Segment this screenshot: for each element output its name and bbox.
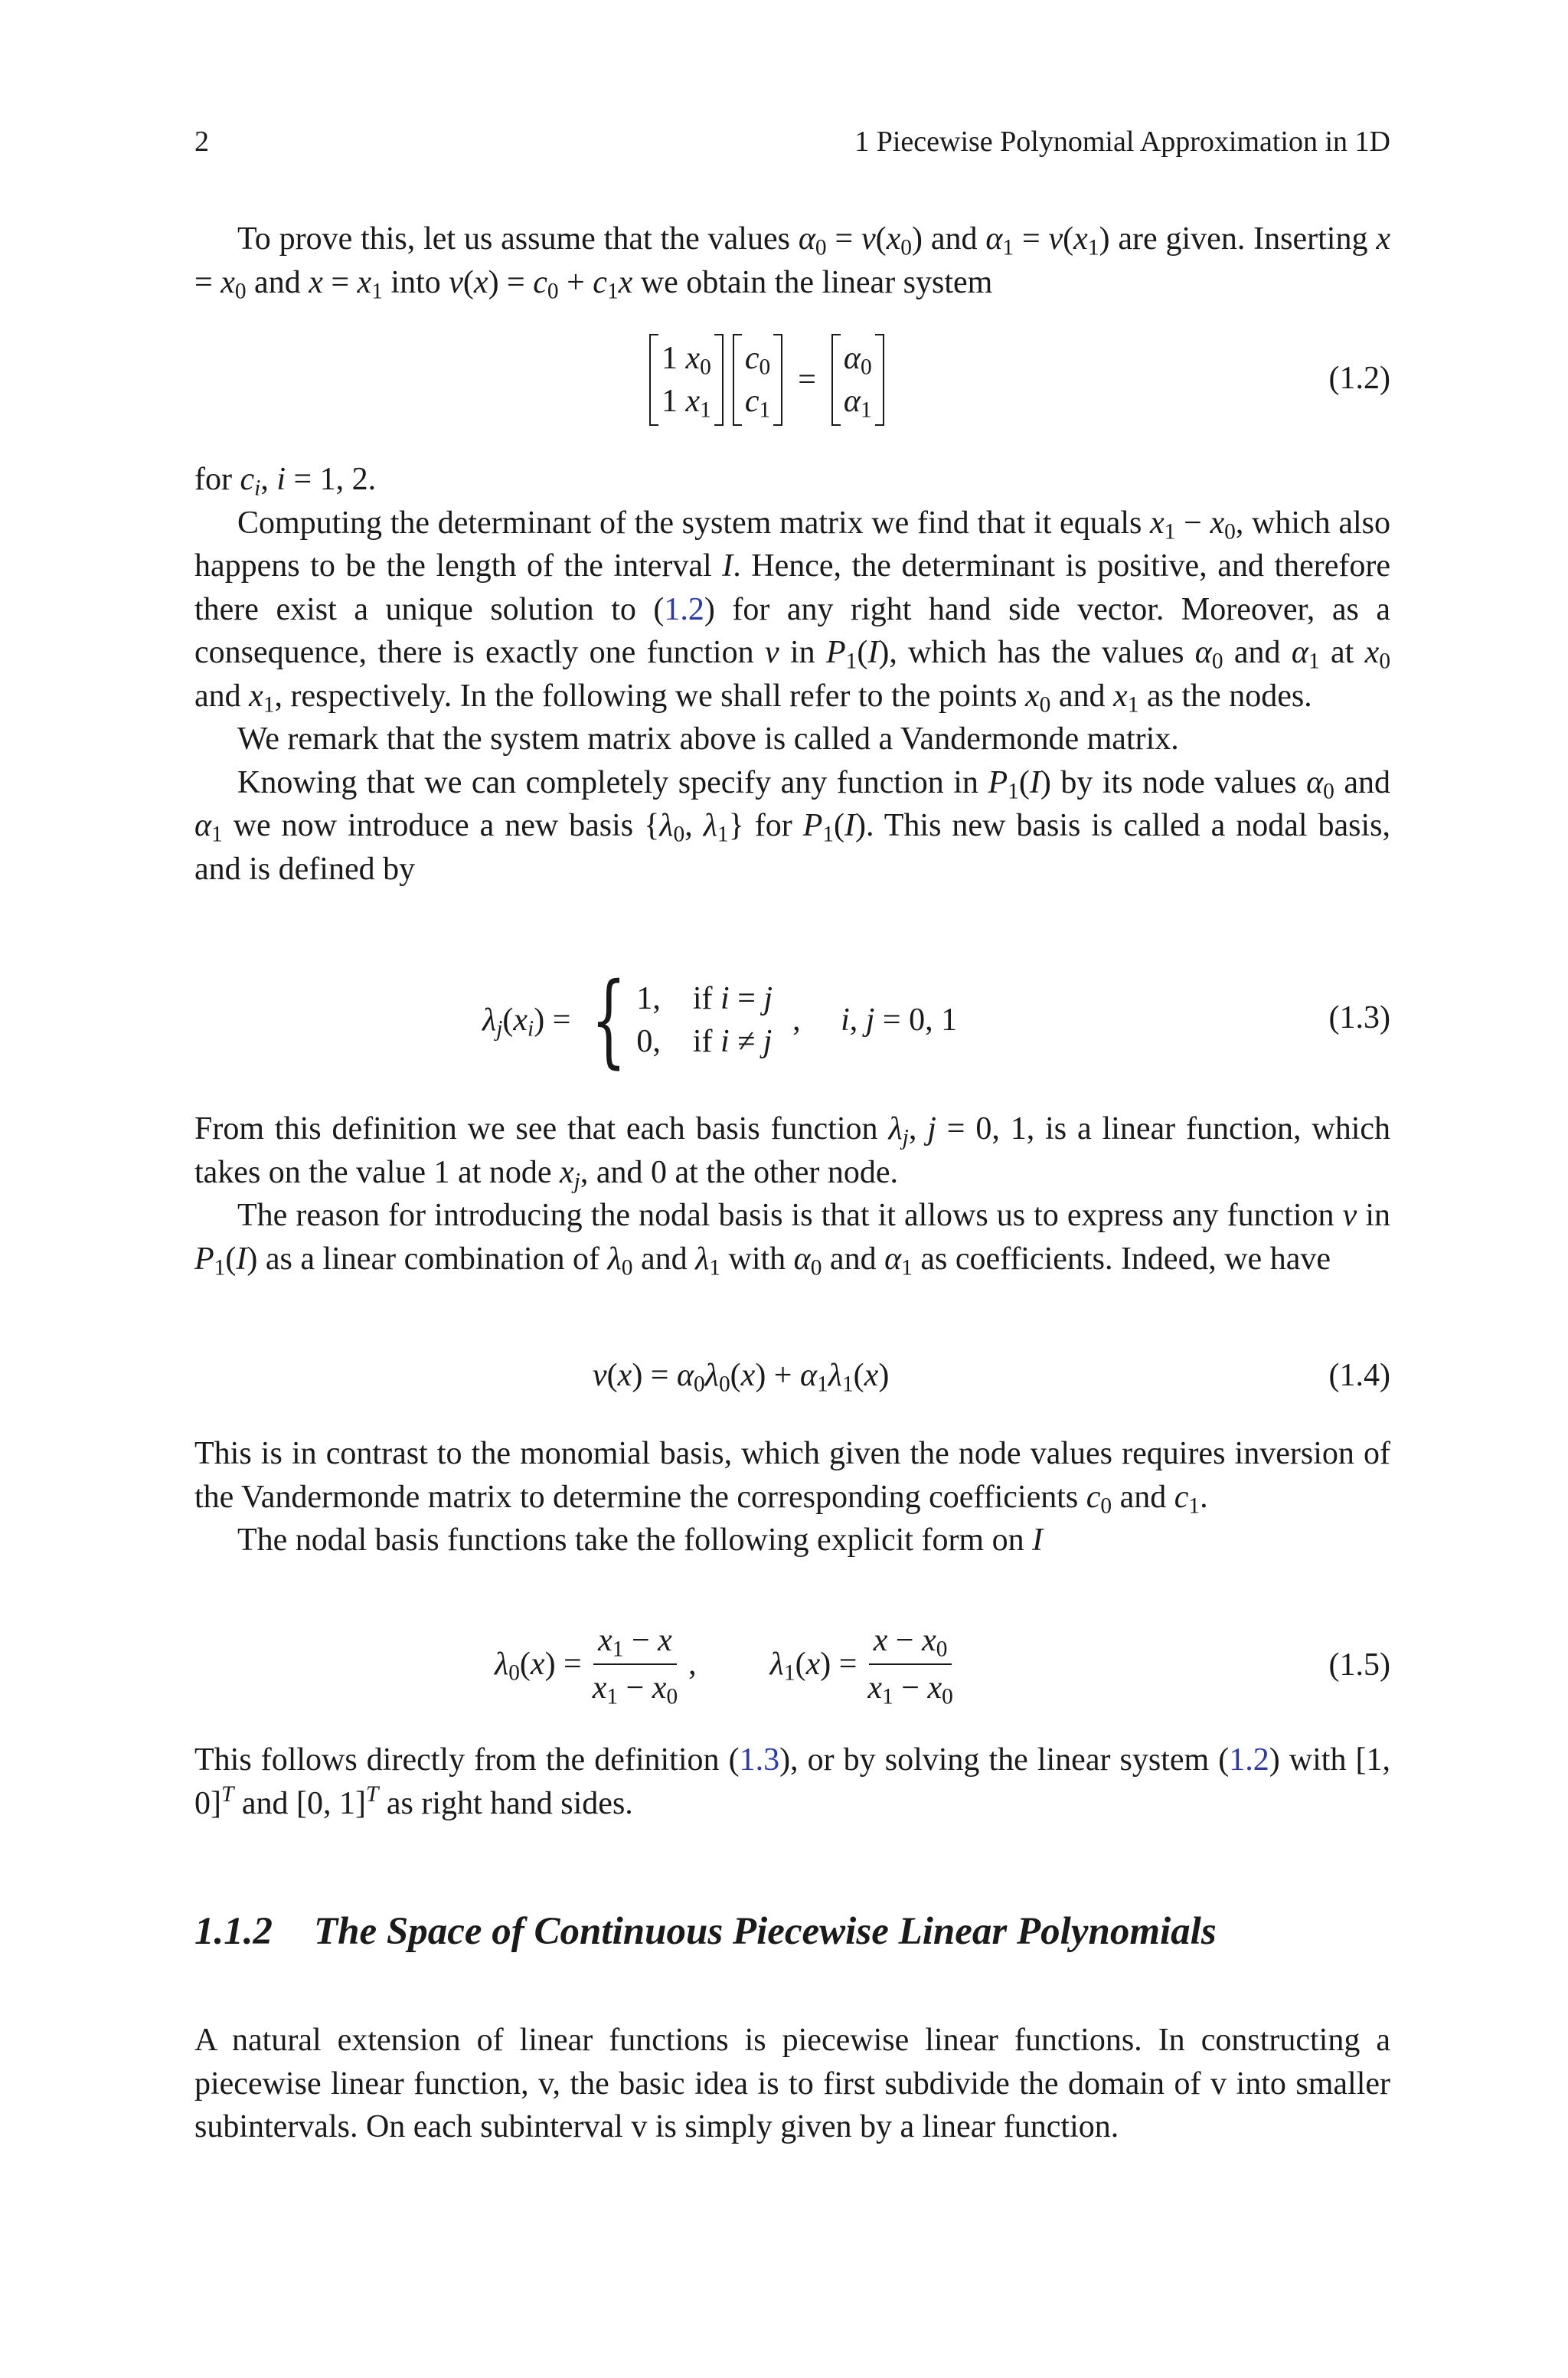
equation-1-3: $\lambda_j(x_i)$ = { 1, if i = j 0, if i ≠ j , i, j = 0, 1	[482, 961, 958, 1079]
coefficient-vector: $c_0$ $c_1$	[733, 337, 782, 423]
fraction: $\frac{x_1 - x}{x_1 - x_0}$	[588, 1621, 682, 1708]
section-heading	[194, 1907, 1217, 1956]
equation-reference[interactable]: 1.2	[664, 591, 704, 627]
paragraph-proof-intro: To prove this, let us assume that the values $\alpha_0 = v(x_0)$ and $\alpha_1 = v(x_1)$ are given. Inserting $x = x_0$ and $x = x_1$ into $v(x) = c_0 + c_1x$ we obtain the linear system	[194, 221, 1390, 303]
section-title: The Space of Continuous Piecewise Linear Polynomials	[314, 1910, 1217, 1953]
text-block-determinant: for $c_i$, i = 1, 2. Computing the determinant of the system matrix we find that it equals $x_1 - x_0$, which also happens to be the length of the interval I. Hence, the determinant is positive, and therefore there exist a unique solution to (1.2) for any right hand side vector. Moreover, as a consequence, there is exactly one function v in $P_1(I)$, which has the values $\alpha_0$ and $\alpha_1$ at $x_0$ and $x_1$, respectively. In the following we shall refer to the points $x_0$ and $x_1$ as the nodes. We remark that the system matrix above is called a Vandermonde matrix. Knowing that we can completely specify any function in $P_1(I)$ by its node values $\alpha_0$ and $\alpha_1$ we now introduce a new basis {$\lambda_0$, $\lambda_1$} for $P_1(I)$. This new basis is called a nodal basis, and is defined by	[194, 462, 1391, 887]
equation-1-5: $\lambda_0(x)$ = $\frac{x_1 - x}{x_1 - x_0}$ , $\lambda_1(x)$ = $\frac{x - x_0}{x_1 - x_0}$	[495, 1621, 964, 1708]
paragraph-piecewise-linear: A natural extension of linear functions is piecewise linear functions. In constructing a piecewise linear function, v, the basic idea is to first subdivide the domain of v into smaller subintervals. On each subinterval v is simply given by a linear function.	[194, 2023, 1390, 2144]
rhs-vector: $\alpha_0$ $\alpha_1$	[831, 337, 884, 423]
section-number: 1.1.2	[194, 1910, 273, 1953]
page-number: 2	[194, 126, 209, 158]
running-title: 1 Piecewise Polynomial Approximation in 1D	[854, 126, 1390, 158]
equation-number: (1.4)	[1328, 1358, 1390, 1393]
equation-number: (1.2)	[1328, 361, 1390, 396]
equation-1-4: $v(x) = \alpha_0\lambda_0(x) + \alpha_1\lambda_1(x)$	[593, 1358, 890, 1397]
fraction: $\frac{x - x_0}{x_1 - x_0}$	[863, 1621, 957, 1708]
equation-reference[interactable]: 1.3	[739, 1742, 780, 1778]
system-matrix: 1 $x_0$ 1 $x_1$	[649, 337, 724, 423]
text-block-follows: This follows directly from the definition (1.3), or by solving the linear system (1.2) with [1, 0]$^T$ and [0, 1]$^T$ as right hand sides.	[194, 1742, 1390, 1821]
text-block-monomial: This is in contrast to the monomial basis, which given the node values requires inversion of the Vandermonde matrix to determine the corresponding coefficients $c_0$ and $c_1$. The nodal basis functions take the following explicit form on I	[194, 1436, 1390, 1558]
text-block-nodal-basis: From this definition we see that each basis function $\lambda_j$, j = 0, 1, is a linear function, which takes on the value 1 at node $x_j$, and 0 at the other node. The reason for introducing the nodal basis is that it allows us to express any function v in $P_1(I)$ as a linear combination of $\lambda_0$ and $\lambda_1$ with $\alpha_0$ and $\alpha_1$ as coefficients. Indeed, we have	[194, 1111, 1391, 1280]
equation-number: (1.3)	[1328, 1000, 1390, 1035]
equation-reference[interactable]: 1.2	[1229, 1742, 1269, 1778]
paragraph-vandermonde: We remark that the system matrix above is called a Vandermonde matrix.	[237, 721, 1179, 757]
equation-1-2: 1 $x_0$ 1 $x_1$ $c_0$ $c_1$ = $\alpha_0$ $\alpha_1$	[645, 337, 889, 423]
equation-number: (1.5)	[1328, 1647, 1390, 1683]
